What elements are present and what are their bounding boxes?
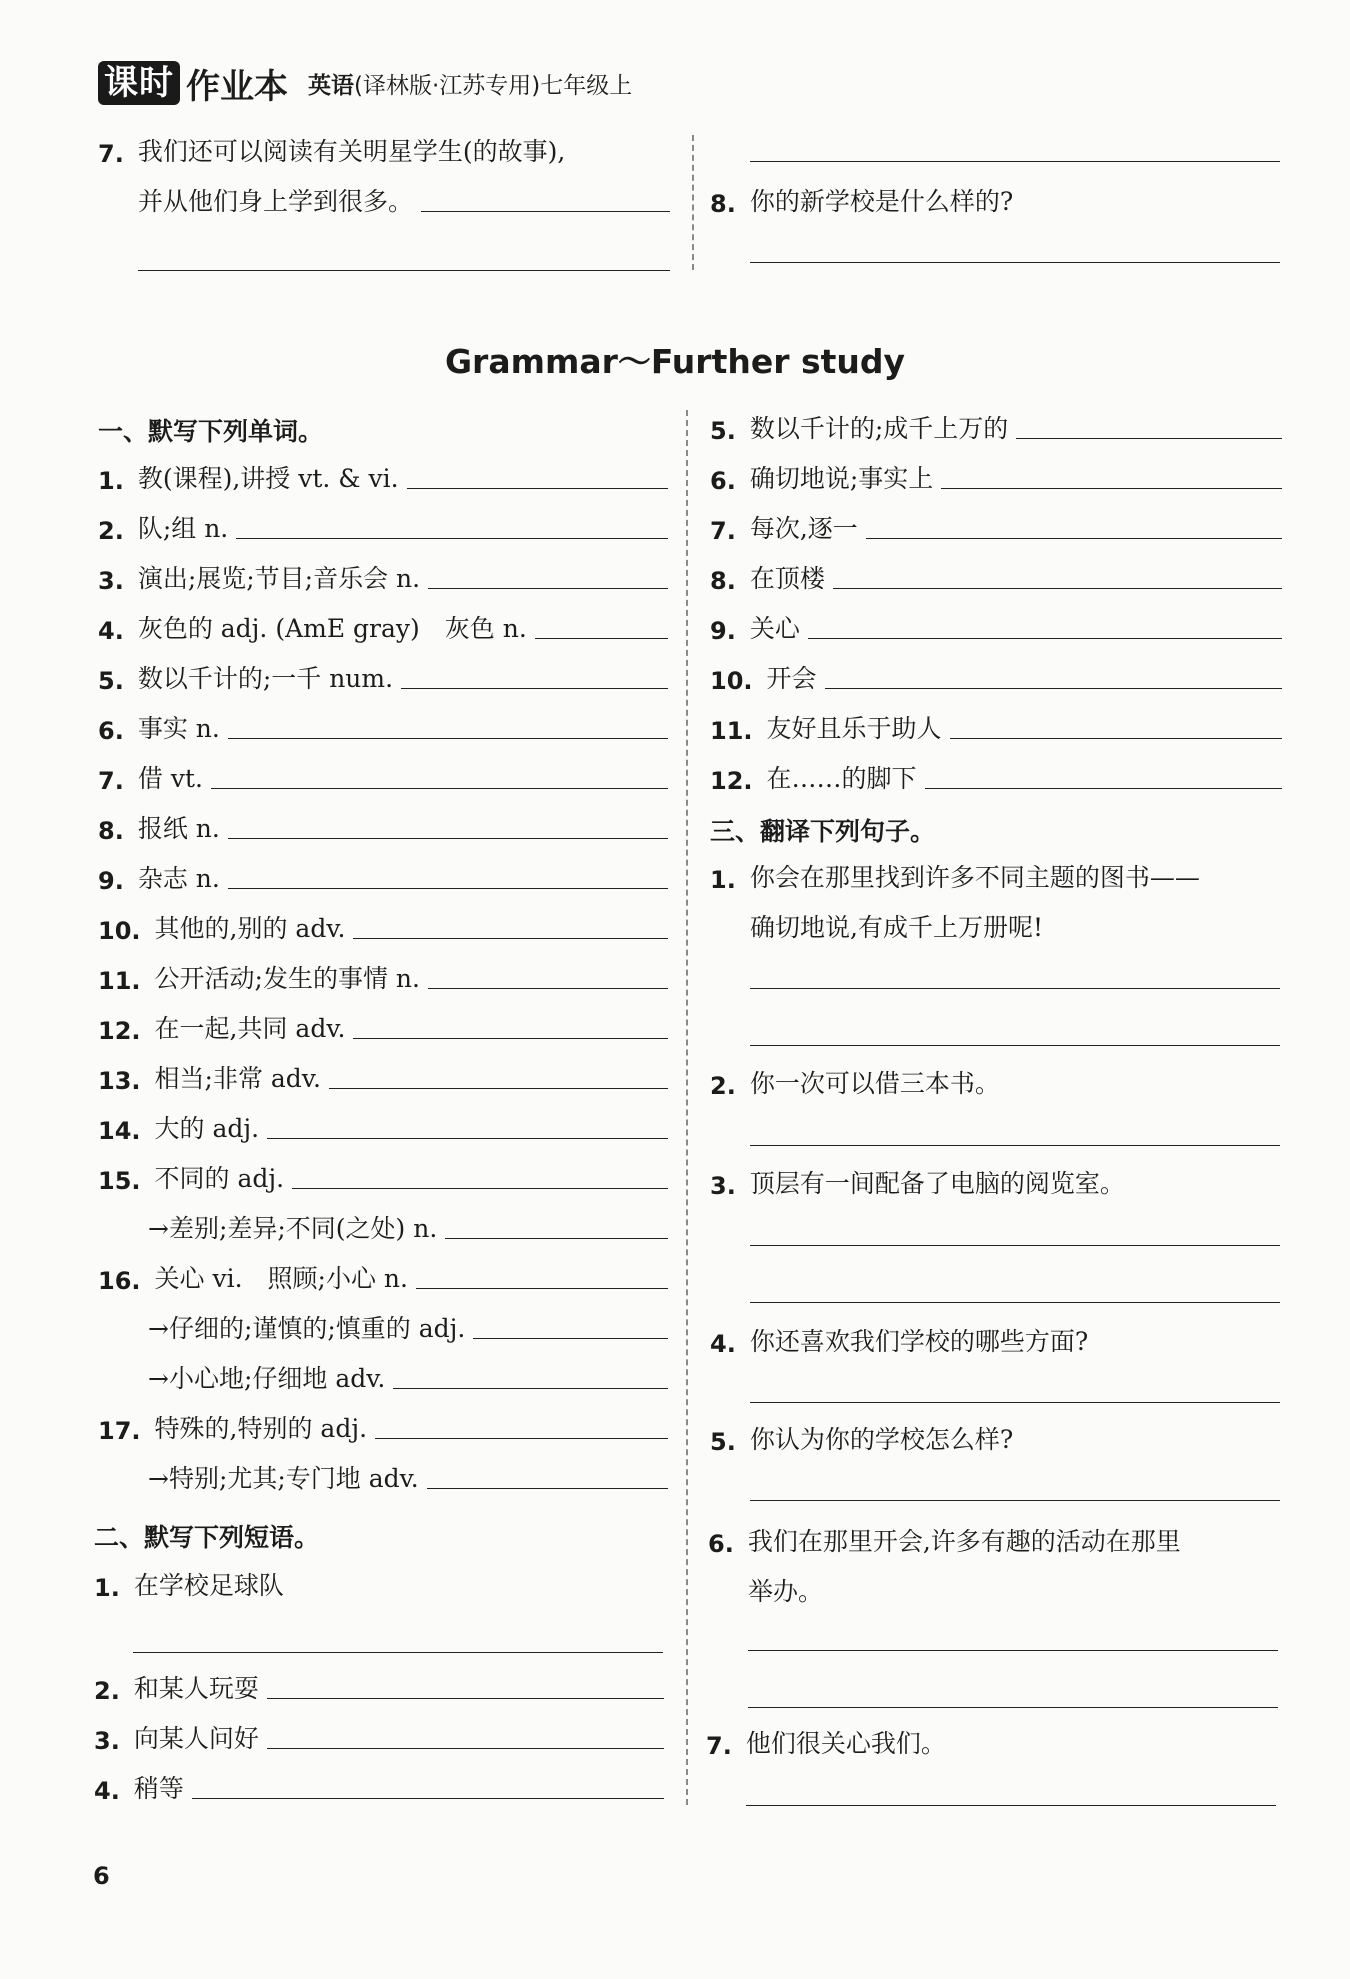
q-number: 11. — [98, 967, 141, 995]
q-number: 7. — [706, 1732, 732, 1760]
q-text: 借 vt. — [137, 764, 203, 793]
answer-line[interactable] — [236, 538, 668, 539]
q-text: 你会在那里找到许多不同主题的图书—— — [749, 863, 1200, 892]
q-text: 开会 — [766, 664, 817, 693]
q-number: 4. — [710, 1330, 736, 1358]
word-item — [98, 1255, 668, 1295]
q-number: 3. — [94, 1727, 120, 1755]
translate-item — [710, 854, 1285, 894]
answer-line[interactable] — [941, 488, 1282, 489]
phrase-item — [94, 1715, 664, 1755]
answer-line[interactable] — [750, 262, 1280, 263]
q-text: 事实 n. — [137, 714, 220, 743]
q-text: 顶层有一间配备了电脑的阅览室。 — [749, 1169, 1125, 1198]
phrase-item — [710, 605, 1282, 645]
phrase-item — [94, 1562, 664, 1602]
q-text: 不同的 adj. — [154, 1164, 285, 1193]
q-text: 我们还可以阅读有关明星学生(的故事), — [137, 137, 566, 166]
q-number: 6. — [708, 1530, 734, 1558]
answer-line[interactable] — [750, 1500, 1280, 1501]
answer-line[interactable] — [445, 1238, 668, 1239]
column-divider — [692, 135, 694, 270]
answer-line[interactable] — [427, 1488, 668, 1489]
answer-line[interactable] — [535, 638, 668, 639]
answer-line[interactable] — [375, 1438, 668, 1439]
q-text: 教(课程),讲授 vt. & vi. — [137, 464, 399, 493]
answer-line[interactable] — [750, 161, 1280, 162]
q-text: 数以千计的;一千 num. — [137, 664, 394, 693]
page-number: 6 — [93, 1862, 110, 1890]
q-text: 你认为你的学校怎么样? — [749, 1425, 1014, 1454]
q-number: 4. — [98, 617, 124, 645]
q-text: 在……的脚下 — [766, 764, 917, 793]
q-number: 10. — [710, 667, 753, 695]
word-item — [98, 905, 668, 945]
part1-heading: 一、默写下列单词。 — [98, 417, 324, 446]
word-item — [148, 1205, 668, 1245]
q-number: 11. — [710, 717, 753, 745]
page-header — [98, 58, 632, 108]
q-number: 4. — [94, 1777, 120, 1805]
q-text: 在一起,共同 adv. — [154, 1014, 346, 1043]
q-number: 16. — [98, 1267, 141, 1295]
column-divider — [686, 410, 688, 1805]
q-text: 杂志 n. — [137, 864, 220, 893]
answer-line[interactable] — [407, 488, 668, 489]
word-item — [98, 655, 668, 695]
answer-line[interactable] — [192, 1798, 664, 1799]
answer-line[interactable] — [416, 1288, 668, 1289]
q-text-continued: 确切地说,有成千上万册呢! — [750, 913, 1043, 942]
edition: (译林版·江苏专用)七年级上 — [354, 72, 633, 99]
q-number: 12. — [98, 1017, 141, 1045]
answer-line[interactable] — [748, 1650, 1278, 1651]
word-item — [148, 1455, 668, 1495]
q-number: 6. — [710, 467, 736, 495]
q-text: 稍等 — [133, 1774, 184, 1803]
q-text: 相当;非常 adv. — [154, 1064, 321, 1093]
phrase-item — [710, 705, 1282, 745]
q-text: 数以千计的;成千上万的 — [749, 414, 1009, 443]
translate-item — [706, 1720, 1281, 1760]
word-item — [98, 1005, 668, 1045]
q-text: 关心 vi. 照顾;小心 n. — [154, 1264, 408, 1293]
answer-line[interactable] — [473, 1338, 668, 1339]
answer-line[interactable] — [750, 1402, 1280, 1403]
q-number: 8. — [710, 190, 736, 218]
answer-line[interactable] — [211, 788, 668, 789]
word-item — [98, 455, 668, 495]
top-q7-line2 — [138, 178, 670, 218]
q-text: 队;组 n. — [137, 514, 229, 543]
q-text: 灰色的 adj. (AmE gray) 灰色 n. — [137, 614, 527, 643]
q-number: 9. — [710, 617, 736, 645]
top-q8 — [710, 178, 1280, 218]
word-item — [98, 605, 668, 645]
q-number: 3. — [710, 1172, 736, 1200]
answer-line[interactable] — [393, 1388, 668, 1389]
translate-item — [710, 1416, 1285, 1456]
answer-line[interactable] — [925, 788, 1282, 789]
phrase-item — [710, 455, 1282, 495]
answer-line[interactable] — [353, 1038, 668, 1039]
answer-line[interactable] — [138, 270, 670, 271]
q-text: 演出;展览;节目;音乐会 n. — [137, 564, 421, 593]
word-item — [148, 1305, 668, 1345]
q-number: 7. — [98, 767, 124, 795]
q-number: 2. — [710, 1072, 736, 1100]
q-text: 关心 — [749, 614, 800, 643]
q-text: 每次,逐一 — [749, 514, 858, 543]
q-text: →特别;尤其;专门地 adv. — [148, 1464, 419, 1493]
q-text: →仔细的;谨慎的;慎重的 adj. — [148, 1314, 466, 1343]
q-text: 在学校足球队 — [133, 1571, 284, 1600]
translate-item — [710, 1160, 1285, 1200]
q-text: 其他的,别的 adv. — [154, 914, 346, 943]
q-number: 1. — [94, 1574, 120, 1602]
answer-line[interactable] — [228, 738, 668, 739]
answer-line[interactable] — [428, 588, 668, 589]
q-number: 8. — [98, 817, 124, 845]
answer-line[interactable] — [267, 1748, 664, 1749]
q-text: 在顶楼 — [749, 564, 825, 593]
word-item — [98, 955, 668, 995]
q-text: 大的 adj. — [154, 1114, 260, 1143]
q-number: 7. — [98, 140, 124, 168]
top-q7-line1 — [98, 128, 673, 168]
answer-line[interactable] — [292, 1188, 668, 1189]
part3-heading: 三、翻译下列句子。 — [710, 817, 936, 846]
q-text: 确切地说;事实上 — [749, 464, 934, 493]
phrase-item — [710, 555, 1282, 595]
word-item — [98, 1155, 668, 1195]
answer-line[interactable] — [228, 888, 668, 889]
q-number: 1. — [710, 866, 736, 894]
answer-line[interactable] — [866, 538, 1282, 539]
q-number: 12. — [710, 767, 753, 795]
phrase-item — [710, 505, 1282, 545]
q-text: →小心地;仔细地 adv. — [148, 1364, 386, 1393]
q-number: 9. — [98, 867, 124, 895]
q-number: 17. — [98, 1417, 141, 1445]
answer-line[interactable] — [750, 988, 1280, 989]
q-text: 公开活动;发生的事情 n. — [154, 964, 420, 993]
answer-line[interactable] — [267, 1138, 668, 1139]
q-number: 6. — [98, 717, 124, 745]
q-number: 8. — [710, 567, 736, 595]
phrase-item — [710, 405, 1282, 445]
phrase-item — [94, 1765, 664, 1805]
q-text: 你还喜欢我们学校的哪些方面? — [749, 1327, 1089, 1356]
q-text: 你一次可以借三本书。 — [749, 1069, 1000, 1098]
q-number: 15. — [98, 1167, 141, 1195]
phrase-item — [710, 655, 1282, 695]
word-item — [98, 555, 668, 595]
word-item — [98, 1055, 668, 1095]
word-item — [98, 755, 668, 795]
word-item — [98, 805, 668, 845]
q-text: →差别;差异;不同(之处) n. — [148, 1214, 438, 1243]
word-item — [98, 705, 668, 745]
q-text: 他们很关心我们。 — [745, 1729, 946, 1758]
answer-line[interactable] — [750, 1145, 1280, 1146]
translate-item — [710, 1318, 1285, 1358]
q-number: 2. — [98, 517, 124, 545]
q-text: 你的新学校是什么样的? — [749, 187, 1014, 216]
word-item — [148, 1355, 668, 1395]
word-item — [98, 505, 668, 545]
answer-line[interactable] — [748, 1707, 1278, 1708]
q-number: 1. — [98, 467, 124, 495]
q-number: 3. — [98, 567, 124, 595]
word-item — [98, 855, 668, 895]
word-item — [98, 1405, 668, 1445]
q-number: 2. — [94, 1677, 120, 1705]
answer-line[interactable] — [353, 938, 668, 939]
answer-line[interactable] — [329, 1088, 668, 1089]
word-item — [98, 1105, 668, 1145]
q-text: 并从他们身上学到很多。 — [138, 187, 414, 216]
brand-name: 作业本 — [186, 66, 288, 107]
logo: 课时 — [98, 61, 180, 105]
answer-line[interactable] — [750, 1045, 1280, 1046]
answer-line[interactable] — [746, 1805, 1276, 1806]
answer-line[interactable] — [133, 1652, 663, 1653]
q-number: 13. — [98, 1067, 141, 1095]
phrase-item — [710, 755, 1282, 795]
q-number: 14. — [98, 1117, 141, 1145]
q-number: 10. — [98, 917, 141, 945]
q-text: 特殊的,特别的 adj. — [154, 1414, 368, 1443]
answer-line[interactable] — [833, 588, 1282, 589]
answer-line[interactable] — [750, 1302, 1280, 1303]
q-number: 5. — [710, 1428, 736, 1456]
book-subtitle — [308, 67, 632, 100]
phrase-item — [94, 1665, 664, 1705]
answer-line[interactable] — [401, 688, 668, 689]
answer-line[interactable] — [267, 1698, 664, 1699]
answer-line[interactable] — [421, 211, 670, 212]
q-number: 5. — [710, 417, 736, 445]
answer-line[interactable] — [228, 838, 668, 839]
q-text-continued: 举办。 — [748, 1577, 824, 1606]
answer-line[interactable] — [825, 688, 1282, 689]
subject: 英语 — [308, 72, 354, 99]
q-text: 向某人问好 — [133, 1724, 259, 1753]
answer-line[interactable] — [808, 638, 1282, 639]
translate-item — [708, 1518, 1283, 1558]
q-text: 友好且乐于助人 — [766, 714, 942, 743]
answer-line[interactable] — [950, 738, 1282, 739]
q-text: 我们在那里开会,许多有趣的活动在那里 — [747, 1527, 1181, 1556]
translate-item — [710, 1060, 1285, 1100]
q-number: 5. — [98, 667, 124, 695]
q-text: 和某人玩耍 — [133, 1674, 259, 1703]
q-number: 7. — [710, 517, 736, 545]
answer-line[interactable] — [428, 988, 668, 989]
part2-heading: 二、默写下列短语。 — [94, 1523, 320, 1552]
q-text: 报纸 n. — [137, 814, 220, 843]
section-title: Grammar～Further study — [444, 342, 906, 381]
answer-line[interactable] — [750, 1245, 1280, 1246]
answer-line[interactable] — [1016, 438, 1282, 439]
